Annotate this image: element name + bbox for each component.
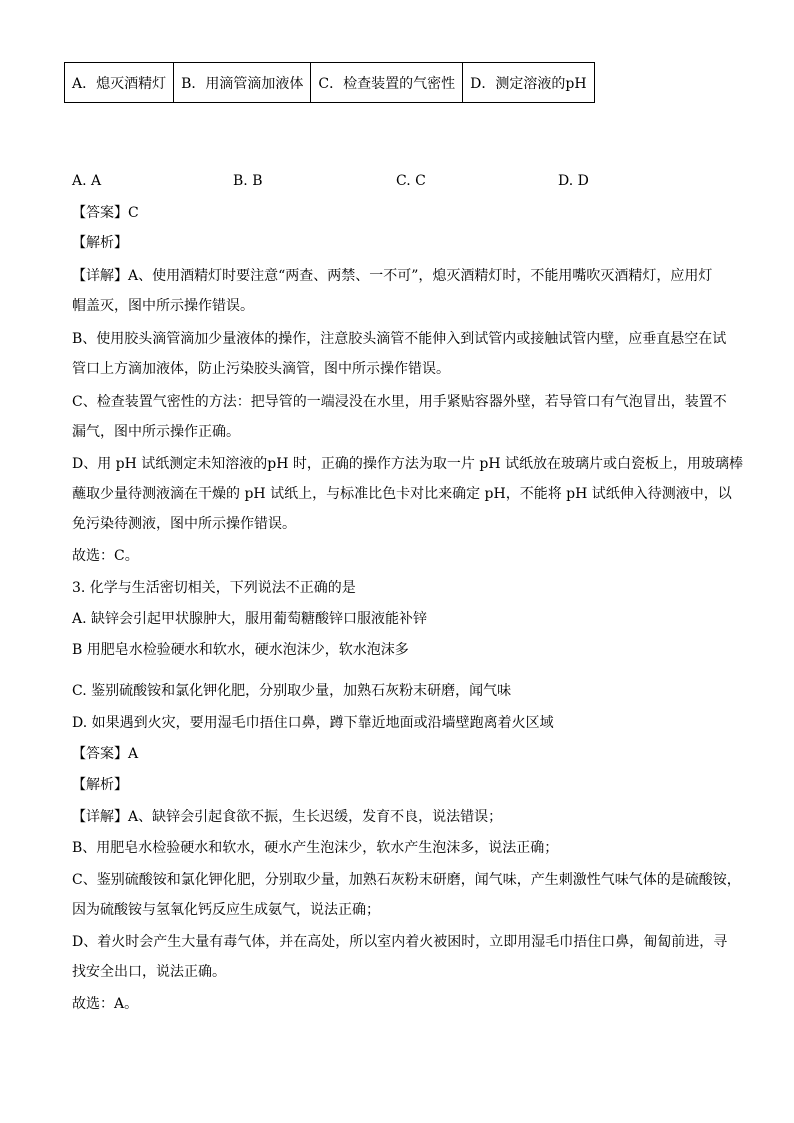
q3-option-d: D. 如果遇到火灾，要用湿毛巾捂住口鼻，蹲下靠近地面或沿墙壁跑离着火区域 [72,715,554,731]
q3-option-a: A. 缺锌会引起甲状腺肿大，服用葡萄糖酸锌口服液能补锌 [72,611,428,627]
choice-a: A. A [72,173,102,189]
answer-value: C [128,205,139,221]
options-table [64,62,595,103]
q2-line-6: 漏气，图中所示操作正确。 [72,424,240,440]
q3-analysis-label: 【解析】 [72,777,128,793]
q3-line-4: 因为硫酸铵与氢氧化钙反应生成氨气，说法正确； [72,902,380,918]
q3-line-2: B、用肥皂水检验硬水和软水，硬水产生泡沫少，软水产生泡沫多，说法正确； [72,840,559,856]
option-c-cell: C．检查装置的气密性 [311,63,463,103]
answer-label: 【答案】 [72,746,128,762]
q2-line-2: 帽盖灭，图中所示操作错误。 [72,298,254,314]
option-a-cell: A．熄灭酒精灯 [65,63,174,103]
q3-line-3: C、鉴别硫酸铵和氯化钾化肥，分别取少量，加熟石灰粉末研磨，闻气味，产生刺激性气味气体的是硫酸铵， [72,872,741,888]
q2-line-5: C、检查装置气密性的方法：把导管的一端浸没在水里，用手紧贴容器外壁，若导管口有气泡冒出，装置不 [72,394,727,410]
option-b-cell: B．用滴管滴加液体 [174,63,311,103]
q2-line-8: 蘸取少量待测液滴在干燥的 pH 试纸上，与标准比色卡对比来确定 pH，不能将 pH 试纸伸入待测液中，以 [72,486,732,502]
q3-option-b: B 用肥皂水检验硬水和软水，硬水泡沫少，软水泡沫多 [72,642,409,658]
q2-line-1: 【详解】A、使用酒精灯时要注意“两查、两禁、一不可”，熄灭酒精灯时，不能用嘴吹灭酒精灯，应用灯 [72,268,713,284]
q2-analysis-label: 【解析】 [72,235,128,251]
q3-stem: 3. 化学与生活密切相关，下列说法不正确的是 [72,580,356,596]
q2-line-10: 故选：C。 [72,548,139,564]
answer-label: 【答案】 [72,205,128,221]
choice-b: B. B [233,173,263,189]
q2-answer [72,203,139,223]
q3-line-5: D、着火时会产生大量有毒气体，并在高处，所以室内着火被困时，立即用湿毛巾捂住口鼻，匍匐前进，寻 [72,934,728,950]
choice-c: C. C [396,173,426,189]
q3-line-1: 【详解】A、缺锌会引起食欲不振，生长迟缓，发育不良，说法错误； [72,809,503,825]
q2-line-7: D、用 pH 试纸测定未知溶液的pH 时，正确的操作方法为取一片 pH 试纸放在玻璃片或白瓷板上，用玻璃棒 [72,456,743,472]
q2-line-3: B、使用胶头滴管滴加少量液体的操作，注意胶头滴管不能伸入到试管内或接触试管内壁，应垂直悬空在试 [72,331,727,347]
answer-value: A [128,746,139,762]
q2-line-9: 免污染待测液，图中所示操作错误。 [72,516,296,532]
option-d-cell: D．测定溶液的pH [463,63,594,103]
q3-line-6: 找安全出口，说法正确。 [72,964,226,980]
q3-line-7: 故选：A。 [72,996,139,1012]
q3-answer [72,744,138,764]
q2-line-4: 管口上方滴加液体，防止污染胶头滴管，图中所示操作错误。 [72,361,450,377]
choice-d: D. D [558,173,589,189]
q3-option-c: C. 鉴别硫酸铵和氯化钾化肥，分别取少量，加熟石灰粉末研磨，闻气味 [72,683,512,699]
